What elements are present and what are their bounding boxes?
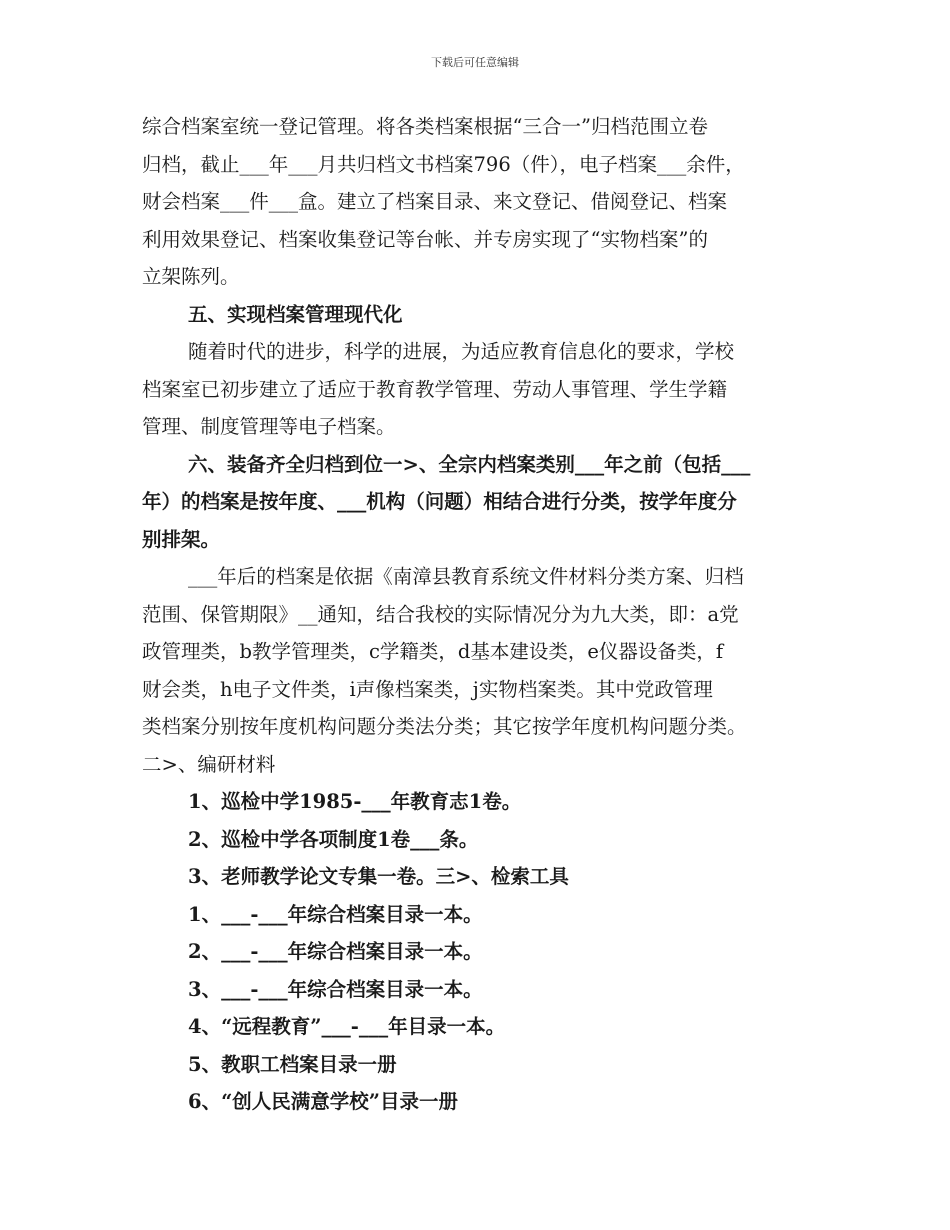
text-line: 1、巡检中学1985-___年教育志1卷。: [188, 790, 522, 813]
text-line: 2、___-___年综合档案目录一本。: [188, 940, 483, 963]
text-line: 五、实现档案管理现代化: [188, 302, 403, 326]
text-line: 5、教职工档案目录一册: [188, 1052, 397, 1076]
text-line: 6、“创人民满意学校”目录一册: [188, 1090, 459, 1113]
text-line: 别排架。: [142, 527, 221, 551]
text-line: 范围、保管期限》__通知，结合我校的实际情况分为九大类，即：a党: [142, 602, 739, 626]
text-line: 2、巡检中学各项制度1卷___条。: [188, 827, 479, 851]
text-line: 归档，截止___年___月共归档文书档案796（件），电子档案___余件，: [142, 152, 745, 176]
text-line: 类档案分别按年度机构问题分类法分类；其它按学年度机构问题分类。: [142, 715, 747, 738]
text-line: 政管理类，b教学管理类，c学籍类，d基本建设类，e仪器设备类，f: [142, 640, 724, 663]
text-line: 随着时代的进步，科学的进展，为适应教育信息化的要求，学校: [188, 340, 735, 363]
text-line: 3、___-___年综合档案目录一本。: [188, 977, 483, 1001]
text-line: ___年后的档案是依据《南漳县教育系统文件材料分类方案、归档: [188, 565, 744, 588]
text-line: 综合档案室统一登记管理。将各类档案根据“三合一”归档范围立卷: [142, 115, 708, 138]
text-line: 财会类，h电子文件类，i声像档案类，j实物档案类。其中党政管理: [142, 677, 713, 701]
text-line: 立架陈列。: [142, 265, 240, 288]
text-line: 六、装备齐全归档到位一>、全宗内档案类别___年之前（包括___: [188, 452, 751, 476]
text-line: 财会档案___件___盒。建立了档案目录、来文登记、借阅登记、档案: [142, 190, 728, 213]
document-body: [142, 108, 832, 1121]
page-header: 下载后可任意编辑: [431, 56, 519, 69]
text-line: 利用效果登记、档案收集登记等台帐、并专房实现了“实物档案”的: [142, 227, 708, 251]
text-line: 年）的档案是按年度、___机构（问题）相结合进行分类，按学年度分: [142, 490, 737, 513]
text-line: 二>、编研材料: [142, 752, 276, 776]
text-line: 管理、制度管理等电子档案。: [142, 415, 396, 438]
text-line: 4、“远程教育”___-___年目录一本。: [188, 1015, 506, 1038]
text-line: 3、老师教学论文专集一卷。三>、检索工具: [188, 865, 569, 888]
text-line: 1、___-___年综合档案目录一本。: [188, 902, 483, 926]
text-line: 档案室已初步建立了适应于教育教学管理、劳动人事管理、学生学籍: [142, 377, 728, 401]
